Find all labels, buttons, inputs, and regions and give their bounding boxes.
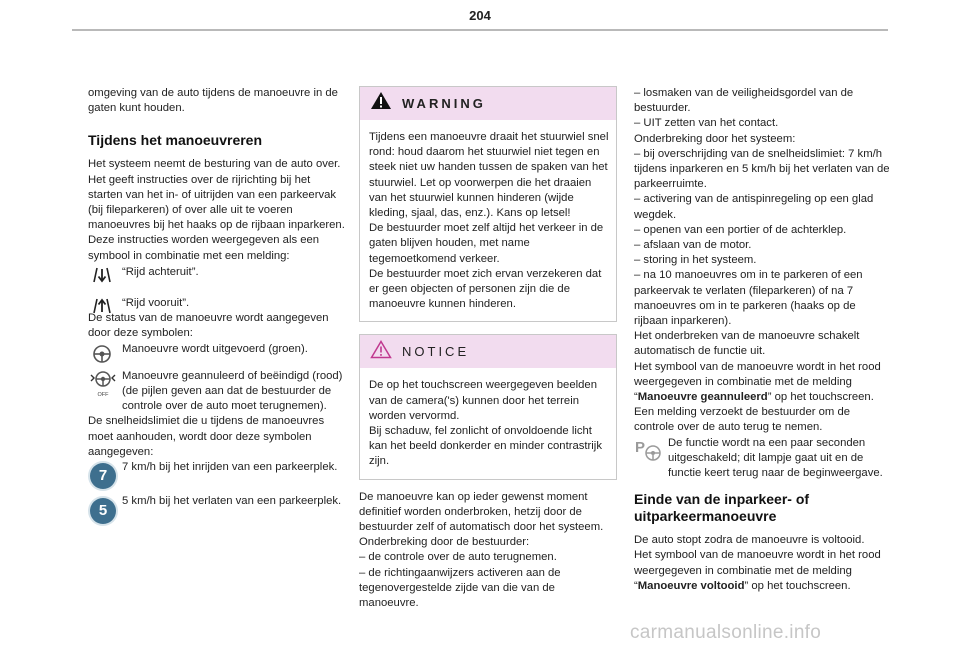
paragraph-system: Het systeem neemt de besturing van de auto over. Het geeft instructies over de rijrichting bij het starten van het in- of uitrijden van een parkeervak (bij fileparkeren) of over alle uit te voeren manoeuvres bij het haaks op de rijbaan inparkeren. Deze instructies worden weergegeven als een symbool in combinatie met een melding: (88, 158, 345, 262)
driver-interrupt-heading: Onderbreking door de bestuurder: (359, 536, 530, 549)
steering-wheel-off-icon (88, 369, 118, 406)
system-interrupt-heading: Onderbreking door het systeem: (634, 132, 796, 145)
intro-text: omgeving van de auto tijdens de manoeuvre in de gaten kunt houden. (88, 87, 338, 115)
speed-limit-7 (88, 460, 346, 494)
forward-label: “Rijd vooruit”. (122, 297, 190, 310)
column-1 (88, 86, 346, 524)
forward-arrow-icon (88, 296, 116, 321)
steering-wheel-green-icon (88, 343, 116, 370)
speed-5-label: 5 km/h bij het verlaten van een parkeerplek. (122, 495, 342, 508)
reverse-label: “Rijd achteruit”. (122, 265, 199, 278)
status-cancelled (88, 369, 346, 415)
cancelled-message-label: Manoeuvre geannuleerd (637, 391, 768, 404)
system-list-item: – activering van de antispinregeling op een glad wegdek. (634, 193, 874, 221)
section-heading-end: Einde van de inparkeer- of uitparkeermanoeuvre (634, 491, 810, 525)
notice-body (360, 368, 616, 478)
instruction-forward (88, 296, 346, 311)
deactivation-text: Het onderbreken van de manoeuvre schakelt automatisch de functie uit. (634, 330, 860, 358)
off-label: OFF (97, 391, 109, 398)
notice-text-2: Bij schaduw, fel zonlicht of onvoldoende licht kan het beeld donkerder en minder contrastrijk zijn. (369, 425, 602, 468)
warning-title: WARNING (402, 95, 486, 111)
column-2 (359, 86, 617, 611)
cancelled-text-post: ” op het touchscreen. (767, 391, 874, 404)
driver-list-item: – UIT zetten van het contact. (634, 117, 779, 130)
park-assist-lamp-icon (634, 437, 664, 468)
end-text-2 (634, 548, 892, 594)
function-off-text: De functie wordt na een paar seconden uitgeschakeld; dit lampje gaat uit en de functie keert terug naar de beginweergave. (668, 436, 883, 480)
function-off-line (634, 436, 892, 482)
end-text-pre: Het symbool van de manoeuvre wordt in het rood weergegeven in combinatie met de melding “ (634, 549, 881, 592)
notice-box (359, 334, 617, 479)
system-list-item: – openen van een portier of de achterklep. (634, 223, 847, 236)
status-intro: De status van de manoeuvre wordt aangegeven door deze symbolen: (88, 312, 329, 340)
system-list-item: – na 10 manoeuvres om in te parkeren of een parkeervak te verlaten (fileparkeren) of na 7 manoeuvres om in te parkeren (haaks op de rijbaan inparkeren). (634, 269, 863, 328)
cancelled-label: Manoeuvre geannuleerd of beëindigd (rood) (de pijlen geven aan dat de bestuurder de controle over de auto moet terugnemen). (122, 369, 343, 413)
speed-7-icon (90, 463, 116, 489)
notice-header (360, 335, 616, 368)
driver-list-item: – de richtingaanwijzers activeren aan de tegenovergestelde zijde van die van de manoeuvre. (359, 566, 561, 610)
warning-header (360, 87, 616, 120)
section-heading-manoeuvreren: Tijdens het manoeuvreren (88, 132, 263, 149)
warning-body (360, 120, 616, 321)
warning-text-3: De bestuurder moet zich ervan verzekeren dat er geen objecten of personen zijn die de manoeuvre kunnen hinderen. (369, 267, 602, 311)
instruction-reverse (88, 265, 346, 280)
end-text-1: De auto stopt zodra de manoeuvre is voltooid. (634, 534, 865, 547)
warning-box (359, 86, 617, 322)
driver-list-item: – losmaken van de veiligheidsgordel van de bestuurder. (634, 87, 854, 115)
warning-text-1: Tijdens een manoeuvre draait het stuurwiel snel rond: houd daarom het stuurwiel niet tegen en steek niet uw handen tussen de spaken van het stuurwiel. Let op voorwerpen die het draaien van het stuurwiel kunnen hinderen (wijde kleding, sjaal, das, enz.). Kans op letsel! (369, 131, 609, 220)
completed-message-label: Manoeuvre voltooid (637, 579, 745, 592)
watermark: carmanualsonline.info (630, 622, 822, 643)
interrupt-paragraph: De manoeuvre kan op ieder gewenst moment definitief worden onderbroken, hetzij door de bestuurder zelf of automatisch door het systeem. (359, 490, 604, 534)
warning-triangle-icon (370, 91, 392, 115)
system-list-item: – storing in het systeem. (634, 254, 757, 267)
speed-5-icon (90, 498, 116, 524)
notice-title: NOTICE (402, 344, 470, 360)
cancelled-text-pre: Het symbool van de manoeuvre wordt in het rood weergegeven in combinatie met de melding “ (634, 360, 881, 404)
cancelled-message-text (634, 360, 892, 406)
speed-intro: De snelheidslimiet die u tijdens de manoeuvres moet aanhouden, wordt door deze symbolen aangegeven: (88, 415, 325, 458)
in-progress-label: Manoeuvre wordt uitgevoerd (groen). (122, 342, 308, 355)
takeover-text: Een melding verzoekt de bestuurder om de controle over de auto terug te nemen. (634, 406, 851, 434)
header-rule (72, 29, 888, 31)
svg-text:P: P (635, 438, 646, 456)
notice-triangle-icon (370, 340, 392, 364)
column-3 (634, 86, 892, 594)
notice-text-1: De op het touchscreen weergegeven beelden van de camera('s) kunnen door het terrein worden vervormd. (369, 379, 597, 422)
speed-7-badge: 7 (90, 463, 116, 489)
speed-5-badge: 5 (90, 498, 116, 524)
end-text-post: ” op het touchscreen. (744, 579, 851, 592)
page-number: 204 (469, 8, 491, 23)
speed-limit-5 (88, 494, 346, 524)
status-in-progress (88, 342, 346, 357)
system-list-item: – bij overschrijding van de snelheidslimiet: 7 km/h tijdens inparkeren en 5 km/h bij het verlaten van de parkeerruimte. (634, 147, 890, 191)
reverse-arrow-icon (88, 265, 116, 290)
warning-text-2: De bestuurder moet zelf altijd het verkeer in de gaten blijven houden, met name tegemoetkomend verkeer. (369, 222, 604, 265)
driver-list-item: – de controle over de auto terugnemen. (359, 551, 557, 564)
speed-7-label: 7 km/h bij het inrijden van een parkeerplek. (122, 461, 338, 474)
system-list-item: – afslaan van de motor. (634, 239, 752, 252)
